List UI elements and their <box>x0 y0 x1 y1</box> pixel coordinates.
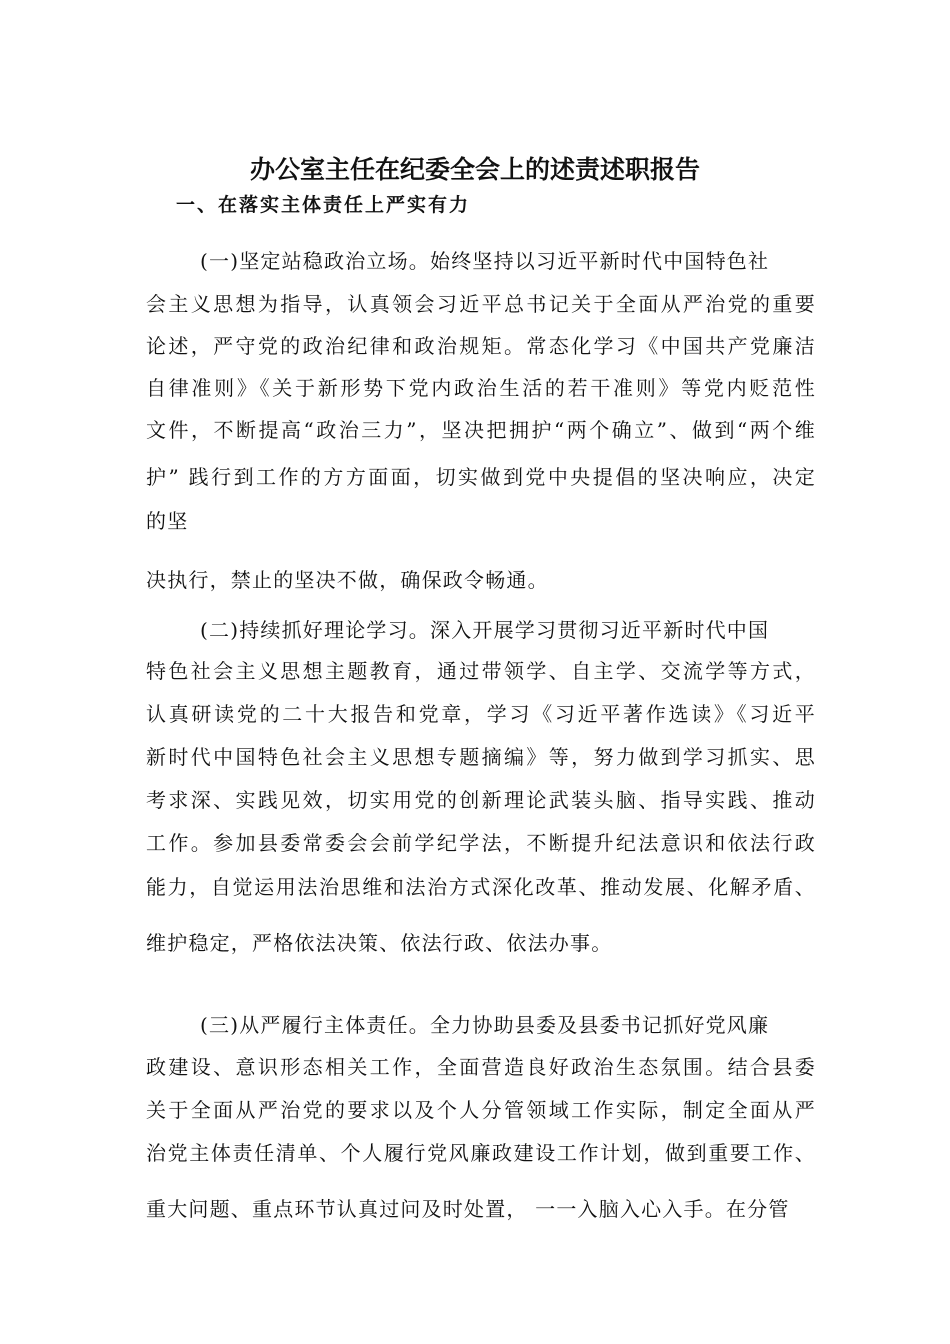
paragraph-line: 政建设、意识形态相关工作，全面营造良好政治生态氛围。结合县委 <box>146 1055 816 1079</box>
section-heading: 一、在落实主体责任上严实有力 <box>176 194 471 216</box>
paragraph-line: 会主义思想为指导，认真领会习近平总书记关于全面从严治党的重要 <box>146 292 816 316</box>
paragraph-line: 治党主体责任清单、个人履行党风廉政建设工作计划，做到重要工作、 <box>146 1141 816 1165</box>
paragraph-line: (一)坚定站稳政治立场。始终坚持以习近平新时代中国特色社 <box>200 249 770 273</box>
paragraph-line: 重大问题、重点环节认真过问及时处置， 一一入脑入心入手。在分管 <box>146 1197 790 1221</box>
paragraph-line: 论述，严守党的政治纪律和政治规矩。常态化学习《中国共产党廉洁 <box>146 334 816 358</box>
paragraph-line: 特色社会主义思想主题教育，通过带领学、自主学、交流学等方式， <box>146 659 816 683</box>
paragraph-line: 新时代中国特色社会主义思想专题摘编》等，努力做到学习抓实、思 <box>146 745 816 769</box>
document-title: 办公室主任在纪委全会上的述责述职报告 <box>249 155 700 184</box>
paragraph-line: (二)持续抓好理论学习。深入开展学习贯彻习近平新时代中国 <box>200 618 770 642</box>
paragraph-line: 自律准则》《关于新形势下党内政治生活的若干准则》等党内贬范性 <box>146 376 816 400</box>
paragraph-line: 决执行，禁止的坚决不做，确保政令畅通。 <box>146 568 549 592</box>
paragraph-line: 维护稳定，严格依法决策、依法行政、依法办事。 <box>146 931 613 955</box>
paragraph-line: 护” 践行到工作的方方面面，切实做到党中央提倡的坚决响应，决定 <box>146 465 816 489</box>
paragraph-line: 考求深、实践见效，切实用党的创新理论武装头脑、指导实践、推动 <box>146 788 816 812</box>
paragraph-line: 能力，自觉运用法治思维和法治方式深化改革、推动发展、化解矛盾、 <box>146 875 816 899</box>
paragraph-line: 认真研读党的二十大报告和党章，学习《习近平著作选读》《习近平 <box>146 702 816 726</box>
paragraph-line: 关于全面从严治党的要求以及个人分管领域工作实际，制定全面从严 <box>146 1098 816 1122</box>
paragraph-line: (三)从严履行主体责任。全力协助县委及县委书记抓好党风廉 <box>200 1013 770 1037</box>
paragraph-line: 的坚 <box>146 509 189 533</box>
paragraph-line: 工作。参加县委常委会会前学纪学法，不断提升纪法意识和依法行政 <box>146 831 816 855</box>
paragraph-line: 文件，不断提高“政治三力”，坚决把拥护“两个确立”、做到“两个维 <box>146 418 816 442</box>
